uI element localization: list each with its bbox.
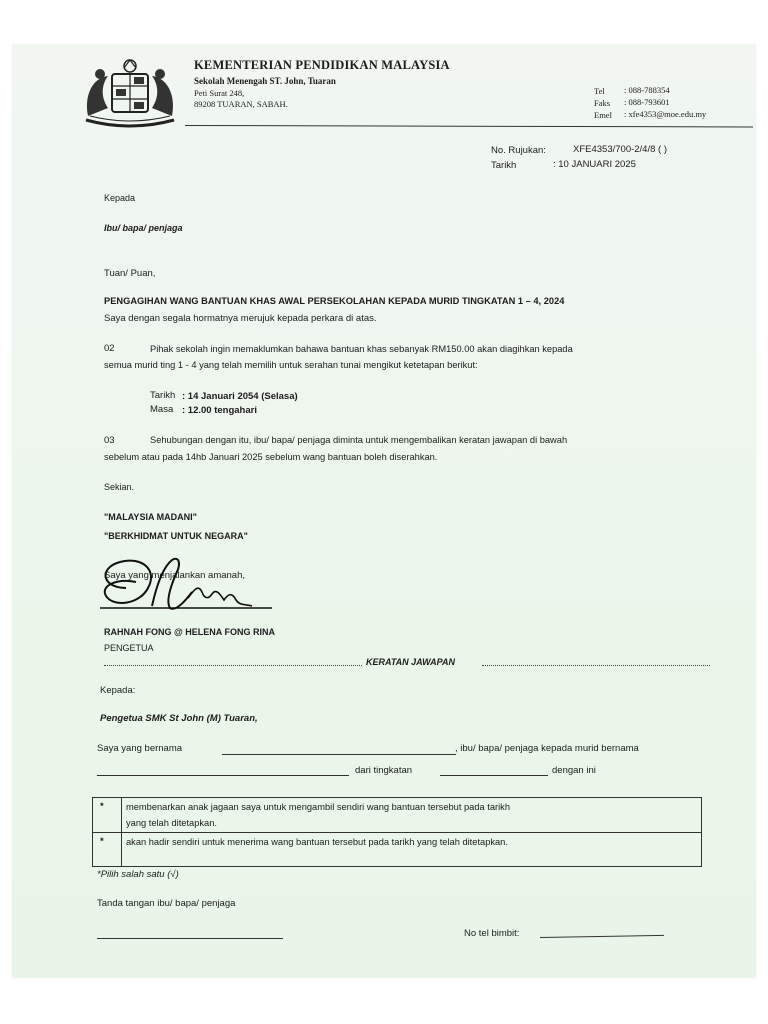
slip-line2-end: dengan ini xyxy=(552,765,596,776)
slogan-malaysia-madani: "MALAYSIA MADANI" xyxy=(104,512,197,522)
tel-label: Tel xyxy=(594,86,605,96)
salutation: Tuan/ Puan, xyxy=(104,268,156,279)
closing: Sekian. xyxy=(104,482,135,492)
reference-value: XFE4353/700-2/4/8 ( ) xyxy=(573,144,667,155)
para-02-line2: semua murid ting 1 - 4 yang telah memilih untuk serahan tunai mengikut ketetapan berikut: xyxy=(104,360,478,370)
kepada-label: Kepada xyxy=(104,193,136,203)
recipient: Ibu/ bapa/ penjaga xyxy=(104,223,183,233)
intro-text: Saya dengan segala hormatnya merujuk kepada perkara di atas. xyxy=(104,313,377,324)
fax-value: : 088-793601 xyxy=(624,97,670,107)
email-label: Emel xyxy=(594,110,612,120)
parent-name-blank[interactable] xyxy=(222,754,456,755)
ministry-name: KEMENTERIAN PENDIDIKAN MALAYSIA xyxy=(194,58,450,72)
handwritten-signature xyxy=(96,548,276,620)
email-value: : xfe4353@moe.edu.my xyxy=(624,109,707,119)
signatory-title: PENGETUA xyxy=(104,643,154,653)
slip-line2-form: dari tingkatan xyxy=(355,765,413,776)
date-value: : 10 JANUARI 2025 xyxy=(553,159,636,170)
school-name: Sekolah Menengah ST. John, Tuaran xyxy=(194,76,336,86)
form-level-blank[interactable] xyxy=(440,775,548,776)
schedule-date-value: : 14 Januari 2054 (Selasa) xyxy=(182,391,298,402)
tel-value: : 088-788354 xyxy=(624,85,670,95)
address-line-2: 89208 TUARAN, SABAH. xyxy=(194,99,288,109)
option2-text: akan hadir sendiri untuk menerima wang bantuan tersebut pada tarikh yang telah ditetapkan. xyxy=(126,837,508,847)
coat-of-arms-logo xyxy=(78,56,182,137)
option1-line1: membenarkan anak jagaan saya untuk mengambil sendiri wang bantuan tersebut pada tarikh xyxy=(126,802,510,812)
option1-checkbox[interactable]: * xyxy=(100,801,104,812)
slip-title: KERATAN JAWAPAN xyxy=(366,657,456,667)
para-03-number: 03 xyxy=(104,435,115,446)
slip-recipient: Pengetua SMK St John (M) Tuaran, xyxy=(100,713,258,724)
date-label: Tarikh xyxy=(491,160,517,171)
choose-one-note: *Pilih salah satu (√) xyxy=(97,869,179,880)
signatory-name: RAHNAH FONG @ HELENA FONG RINA xyxy=(104,627,275,637)
option2-checkbox[interactable]: * xyxy=(100,836,104,847)
schedule-date-label: Tarikh xyxy=(150,390,176,401)
parent-signature-blank[interactable] xyxy=(97,938,283,939)
mobile-number-label: No tel bimbit: xyxy=(464,928,520,939)
para-03-line1: Sehubungan dengan itu, ibu/ bapa/ penjaga diminta untuk mengembalikan keratan jawapan di bawah xyxy=(150,435,568,445)
address-line-1: Peti Surat 248, xyxy=(194,88,245,98)
fax-label: Faks xyxy=(594,98,611,108)
parent-signature-label: Tanda tangan ibu/ bapa/ penjaga xyxy=(97,898,236,909)
para-02-number: 02 xyxy=(104,343,115,354)
schedule-time-value: : 12.00 tengahari xyxy=(182,405,257,416)
slogan-berkhidmat: "BERKHIDMAT UNTUK NEGARA" xyxy=(104,531,248,541)
slip-line1-end: , ibu/ bapa/ penjaga kepada murid bernama xyxy=(455,743,639,754)
cut-line-left xyxy=(104,665,362,666)
slip-kepada: Kepada: xyxy=(100,685,136,696)
slip-line1-start: Saya yang bernama xyxy=(97,743,183,754)
para-02-line1: Pihak sekolah ingin memaklumkan bahawa bantuan khas sebanyak RM150.00 akan diagihkan kepada xyxy=(150,344,573,354)
subject-heading: PENGAGIHAN WANG BANTUAN KHAS AWAL PERSEKOLAHAN KEPADA MURID TINGKATAN 1 – 4, 2024 xyxy=(104,296,565,306)
option1-line2: yang telah ditetapkan. xyxy=(126,818,217,828)
cut-line-right xyxy=(482,665,710,666)
options-table-divider-h xyxy=(93,832,701,833)
trust-line: Saya yang menjalankan amanah, xyxy=(104,570,246,581)
student-name-blank[interactable] xyxy=(97,775,349,776)
schedule-time-label: Masa xyxy=(150,404,174,415)
para-03-line2: sebelum atau pada 14hb Januari 2025 sebelum wang bantuan boleh diserahkan. xyxy=(104,452,438,462)
reference-label: No. Rujukan: xyxy=(491,145,546,156)
